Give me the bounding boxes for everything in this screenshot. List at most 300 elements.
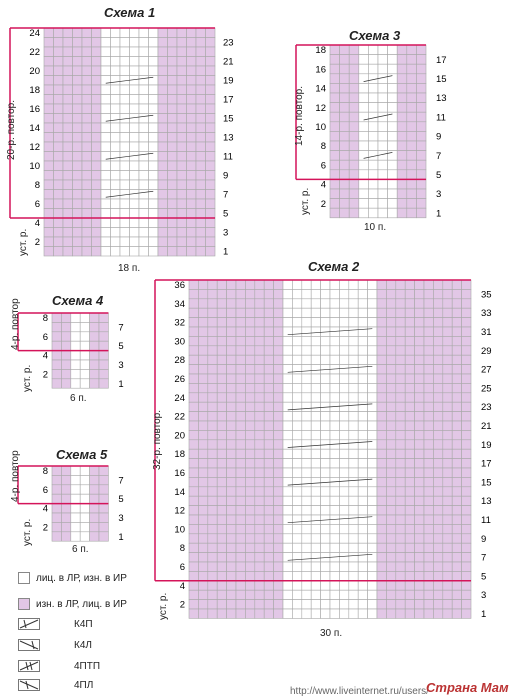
grid-cell	[99, 513, 108, 522]
grid-cell	[264, 477, 273, 486]
grid-cell	[358, 355, 367, 364]
grid-cell	[377, 402, 386, 411]
row-number-right: 17	[481, 458, 492, 470]
grid-cell	[168, 161, 178, 171]
grid-cell	[82, 190, 92, 200]
grid-cell	[396, 299, 405, 308]
row-number-left: 2	[42, 369, 48, 381]
grid-cell	[321, 449, 330, 458]
grid-cell	[111, 247, 121, 257]
grid-cell	[63, 28, 73, 38]
row-number-left: 12	[174, 505, 185, 517]
grid-cell	[227, 327, 236, 336]
grid-cell	[187, 199, 197, 209]
grid-cell	[292, 430, 301, 439]
grid-cell	[396, 383, 405, 392]
grid-cell	[405, 402, 414, 411]
grid-cell	[424, 477, 433, 486]
grid-cell	[462, 280, 471, 289]
grid-cell	[245, 515, 254, 524]
grid-cell	[396, 280, 405, 289]
grid-cell	[274, 477, 283, 486]
grid-cell	[111, 38, 121, 48]
grid-cell	[274, 524, 283, 533]
grid-cell	[274, 543, 283, 552]
grid-cell	[187, 190, 197, 200]
grid-cell	[168, 133, 178, 143]
grid-cell	[415, 421, 424, 430]
grid-cell	[54, 247, 64, 257]
grid-cell	[208, 534, 217, 543]
grid-cell	[443, 459, 452, 468]
row-number-left: 18	[315, 45, 326, 57]
grid-cell	[386, 346, 395, 355]
grid-cell	[386, 487, 395, 496]
grid-cell	[311, 299, 320, 308]
grid-cell	[82, 114, 92, 124]
grid-cell	[302, 402, 311, 411]
grid-cell	[340, 122, 350, 132]
grid-cell	[227, 412, 236, 421]
grid-cell	[443, 327, 452, 336]
grid-cell	[52, 322, 61, 331]
grid-cell	[264, 289, 273, 298]
grid-cell	[416, 55, 426, 65]
grid-cell	[208, 506, 217, 515]
grid-cell	[245, 336, 254, 345]
grid-cell	[368, 346, 377, 355]
grid-cell	[415, 487, 424, 496]
grid-cell	[189, 346, 198, 355]
grid-cell	[73, 142, 83, 152]
grid-cell	[396, 496, 405, 505]
row-number-left: 4	[42, 350, 48, 362]
grid-cell	[82, 199, 92, 209]
grid-cell	[377, 590, 386, 599]
grid-cell	[415, 524, 424, 533]
grid-cell	[405, 524, 414, 533]
grid-cell	[462, 374, 471, 383]
grid-cell	[227, 571, 236, 580]
grid-cell	[158, 114, 168, 124]
grid-cell	[255, 318, 264, 327]
grid-cell	[416, 64, 426, 74]
grid-cell	[189, 609, 198, 618]
grid-cell	[206, 152, 216, 162]
grid-cell	[274, 600, 283, 609]
grid-cell	[54, 123, 64, 133]
grid-cell	[292, 609, 301, 618]
grid-cell	[236, 336, 245, 345]
grid-cell	[452, 515, 461, 524]
grid-cell	[416, 74, 426, 84]
grid-cell	[139, 38, 149, 48]
grid-cell	[340, 131, 350, 141]
grid-cell	[386, 590, 395, 599]
grid-cell	[349, 93, 359, 103]
row-number-left: 16	[315, 64, 326, 76]
grid-cell	[245, 346, 254, 355]
grid-cell	[462, 534, 471, 543]
grid-cell	[255, 346, 264, 355]
grid-cell	[264, 609, 273, 618]
grid-cell	[92, 123, 102, 133]
grid-cell	[405, 553, 414, 562]
grid-cell	[433, 477, 442, 486]
grid-cell	[396, 487, 405, 496]
grid-cell	[311, 600, 320, 609]
grid-cell	[264, 506, 273, 515]
grid-cell	[339, 571, 348, 580]
grid-cell	[264, 421, 273, 430]
grid-cell	[283, 355, 292, 364]
grid-cell	[274, 581, 283, 590]
grid-cell	[311, 383, 320, 392]
grid-cell	[177, 218, 187, 228]
grid-cell	[386, 477, 395, 486]
grid-cell	[358, 365, 367, 374]
grid-cell	[349, 553, 358, 562]
grid-cell	[264, 318, 273, 327]
grid-cell	[255, 459, 264, 468]
grid-cell	[396, 553, 405, 562]
grid-cell	[158, 85, 168, 95]
grid-cell	[120, 66, 130, 76]
grid-cell	[208, 571, 217, 580]
row-number-right: 15	[223, 113, 234, 125]
grid-cell	[71, 341, 80, 350]
grid-cell	[264, 402, 273, 411]
grid-cell	[264, 581, 273, 590]
grid-cell	[452, 318, 461, 327]
grid-cell	[196, 47, 206, 57]
grid-cell	[61, 351, 70, 360]
grid-cell	[339, 524, 348, 533]
grid-cell	[111, 237, 121, 247]
grid-cell	[217, 393, 226, 402]
grid-cell	[274, 308, 283, 317]
grid-cell	[158, 38, 168, 48]
grid-cell	[340, 55, 350, 65]
grid-cell	[311, 327, 320, 336]
legend-4ptp-text: 4ПТП	[74, 660, 101, 672]
scheme-2-title: Схема 2	[308, 259, 360, 274]
grid-cell	[378, 208, 388, 218]
grid-cell	[80, 341, 89, 350]
grid-cell	[358, 336, 367, 345]
grid-cell	[407, 122, 417, 132]
grid-cell	[330, 449, 339, 458]
grid-cell	[283, 299, 292, 308]
grid-cell	[302, 299, 311, 308]
grid-cell	[274, 318, 283, 327]
grid-cell	[358, 393, 367, 402]
grid-cell	[177, 171, 187, 181]
grid-cell	[424, 365, 433, 374]
grid-cell	[349, 506, 358, 515]
grid-cell	[377, 336, 386, 345]
grid-cell	[283, 543, 292, 552]
grid-cell	[292, 459, 301, 468]
grid-cell	[61, 360, 70, 369]
grid-cell	[196, 38, 206, 48]
grid-cell	[424, 430, 433, 439]
grid-cell	[377, 600, 386, 609]
grid-cell	[386, 459, 395, 468]
grid-cell	[120, 161, 130, 171]
grid-cell	[424, 308, 433, 317]
grid-cell	[73, 57, 83, 67]
grid-cell	[415, 393, 424, 402]
grid-cell	[396, 543, 405, 552]
grid-cell	[321, 506, 330, 515]
grid-cell	[283, 534, 292, 543]
grid-cell	[274, 440, 283, 449]
grid-cell	[255, 496, 264, 505]
row-number-left: 4	[42, 503, 48, 515]
grid-cell	[63, 161, 73, 171]
grid-cell	[407, 141, 417, 151]
grid-cell	[139, 28, 149, 38]
grid-cell	[82, 85, 92, 95]
grid-cell	[236, 365, 245, 374]
grid-cell	[349, 55, 359, 65]
grid-cell	[139, 161, 149, 171]
grid-cell	[245, 468, 254, 477]
scheme-2-repeat-label: 32-р. повтор.	[152, 409, 163, 470]
grid-cell	[443, 421, 452, 430]
grid-cell	[452, 534, 461, 543]
row-number-left: 4	[34, 218, 40, 230]
grid-cell	[227, 543, 236, 552]
grid-cell	[452, 524, 461, 533]
grid-cell	[388, 151, 398, 161]
grid-cell	[349, 468, 358, 477]
grid-cell	[187, 95, 197, 105]
grid-cell	[405, 280, 414, 289]
grid-cell	[378, 199, 388, 209]
grid-cell	[330, 383, 339, 392]
grid-cell	[120, 28, 130, 38]
grid-cell	[349, 299, 358, 308]
row-number-left: 2	[179, 599, 185, 611]
grid-cell	[82, 38, 92, 48]
grid-cell	[424, 299, 433, 308]
grid-cell	[339, 346, 348, 355]
grid-cell	[255, 421, 264, 430]
grid-cell	[187, 228, 197, 238]
grid-cell	[330, 93, 340, 103]
grid-cell	[416, 112, 426, 122]
grid-cell	[377, 421, 386, 430]
grid-cell	[274, 487, 283, 496]
grid-cell	[149, 180, 159, 190]
grid-cell	[330, 412, 339, 421]
grid-cell	[378, 83, 388, 93]
grid-cell	[396, 581, 405, 590]
grid-cell	[377, 477, 386, 486]
grid-cell	[130, 142, 140, 152]
grid-cell	[462, 346, 471, 355]
grid-cell	[111, 57, 121, 67]
grid-cell	[433, 440, 442, 449]
grid-cell	[217, 383, 226, 392]
grid-cell	[217, 299, 226, 308]
grid-cell	[245, 553, 254, 562]
grid-cell	[292, 468, 301, 477]
grid-cell	[368, 393, 377, 402]
grid-cell	[130, 228, 140, 238]
grid-cell	[415, 496, 424, 505]
grid-cell	[206, 104, 216, 114]
grid-cell	[415, 543, 424, 552]
grid-cell	[196, 190, 206, 200]
grid-cell	[206, 47, 216, 57]
grid-cell	[368, 93, 378, 103]
grid-cell	[196, 228, 206, 238]
grid-cell	[302, 506, 311, 515]
grid-cell	[130, 66, 140, 76]
grid-cell	[302, 487, 311, 496]
grid-cell	[415, 590, 424, 599]
grid-cell	[302, 468, 311, 477]
grid-cell	[378, 93, 388, 103]
grid-cell	[73, 247, 83, 257]
grid-cell	[433, 515, 442, 524]
row-number-left: 24	[174, 392, 185, 404]
grid-cell	[311, 534, 320, 543]
row-number-left: 8	[42, 465, 48, 477]
grid-cell	[292, 421, 301, 430]
grid-cell	[73, 95, 83, 105]
grid-cell	[433, 487, 442, 496]
grid-cell	[71, 322, 80, 331]
grid-cell	[462, 327, 471, 336]
grid-cell	[52, 522, 61, 531]
grid-cell	[368, 543, 377, 552]
grid-cell	[452, 459, 461, 468]
grid-cell	[433, 562, 442, 571]
grid-cell	[120, 38, 130, 48]
legend-4pl-text: 4ПЛ	[74, 679, 94, 691]
grid-cell	[208, 468, 217, 477]
grid-cell	[433, 299, 442, 308]
row-number-left: 2	[320, 198, 326, 210]
grid-cell	[139, 247, 149, 257]
grid-cell	[358, 534, 367, 543]
grid-cell	[198, 590, 207, 599]
grid-cell	[311, 430, 320, 439]
grid-cell	[149, 152, 159, 162]
grid-cell	[452, 374, 461, 383]
grid-cell	[368, 571, 377, 580]
grid-cell	[433, 336, 442, 345]
grid-cell	[433, 346, 442, 355]
grid-cell	[227, 402, 236, 411]
grid-cell	[368, 355, 377, 364]
grid-cell	[217, 590, 226, 599]
grid-cell	[245, 600, 254, 609]
grid-cell	[158, 218, 168, 228]
grid-cell	[52, 379, 61, 388]
grid-cell	[187, 247, 197, 257]
grid-cell	[405, 496, 414, 505]
grid-cell	[149, 133, 159, 143]
grid-cell	[92, 218, 102, 228]
grid-cell	[54, 38, 64, 48]
grid-cell	[217, 355, 226, 364]
grid-cell	[52, 485, 61, 494]
grid-cell	[283, 440, 292, 449]
grid-cell	[396, 459, 405, 468]
grid-cell	[407, 55, 417, 65]
grid-cell	[378, 170, 388, 180]
grid-cell	[330, 83, 340, 93]
grid-cell	[321, 412, 330, 421]
grid-cell	[424, 412, 433, 421]
row-number-right: 9	[481, 533, 487, 545]
grid-cell	[111, 85, 121, 95]
grid-cell	[378, 160, 388, 170]
grid-cell	[339, 515, 348, 524]
grid-cell	[245, 534, 254, 543]
grid-cell	[149, 209, 159, 219]
grid-cell	[349, 289, 358, 298]
grid-cell	[349, 179, 359, 189]
grid-cell	[189, 365, 198, 374]
grid-cell	[443, 524, 452, 533]
grid-cell	[245, 506, 254, 515]
grid-cell	[377, 609, 386, 618]
grid-cell	[283, 562, 292, 571]
grid-cell	[397, 199, 407, 209]
grid-cell	[227, 553, 236, 562]
grid-cell	[452, 496, 461, 505]
grid-cell	[255, 590, 264, 599]
grid-cell	[208, 289, 217, 298]
grid-cell	[311, 487, 320, 496]
grid-cell	[283, 468, 292, 477]
grid-cell	[82, 47, 92, 57]
grid-cell	[292, 524, 301, 533]
grid-cell	[443, 412, 452, 421]
grid-cell	[388, 74, 398, 84]
grid-cell	[292, 449, 301, 458]
grid-cell	[433, 553, 442, 562]
grid-cell	[424, 336, 433, 345]
grid-cell	[378, 122, 388, 132]
grid-cell	[349, 45, 359, 55]
grid-cell	[245, 449, 254, 458]
grid-cell	[283, 553, 292, 562]
grid-cell	[330, 199, 340, 209]
grid-cell	[236, 534, 245, 543]
grid-cell	[443, 402, 452, 411]
grid-cell	[217, 440, 226, 449]
grid-cell	[407, 103, 417, 113]
grid-cell	[264, 553, 273, 562]
grid-cell	[236, 581, 245, 590]
grid-cell	[292, 562, 301, 571]
grid-cell	[433, 534, 442, 543]
grid-cell	[206, 199, 216, 209]
grid-cell	[264, 590, 273, 599]
grid-cell	[236, 562, 245, 571]
grid-cell	[407, 151, 417, 161]
grid-cell	[245, 590, 254, 599]
grid-cell	[101, 28, 111, 38]
grid-cell	[236, 553, 245, 562]
